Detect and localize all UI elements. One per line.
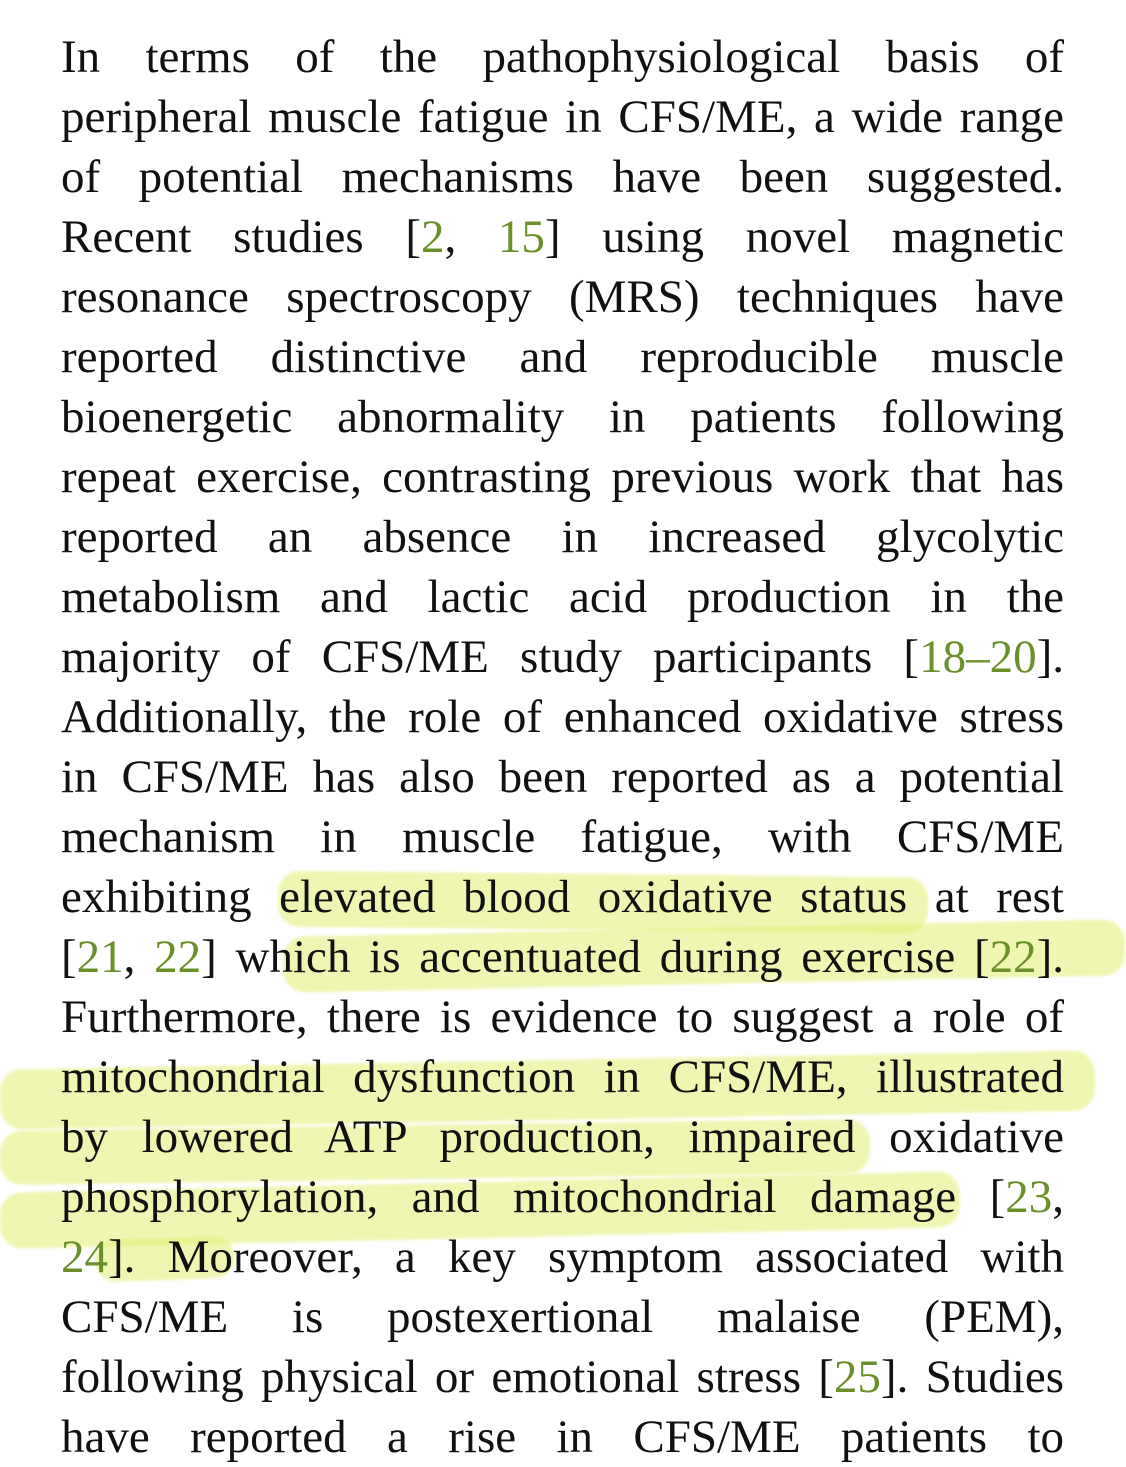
text-segment: resonance spectroscopy (MRS) techniques have	[61, 271, 1064, 323]
text-line	[61, 987, 1064, 1047]
text-line	[61, 807, 1064, 867]
citation-link[interactable]: 23	[1005, 1171, 1053, 1223]
text-line	[61, 507, 1064, 567]
text-segment: Recent studies [	[61, 211, 421, 263]
text-segment: In terms of the pathophysiological basis of	[61, 31, 1064, 83]
citation-link[interactable]: 2	[421, 211, 445, 263]
text-segment: by lowered ATP production, impaired oxidative	[61, 1111, 1064, 1163]
text-segment: ,	[123, 931, 155, 983]
text-segment: repeat exercise, contrasting previous work that has	[61, 451, 1064, 503]
text-segment: reported distinctive and reproducible muscle	[61, 331, 1064, 383]
text-line	[61, 267, 1064, 327]
text-segment: have reported a rise in CFS/ME patients to	[61, 1411, 1064, 1463]
text-segment: in CFS/ME has also been reported as a potential	[61, 751, 1064, 803]
text-segment: ,	[1052, 1171, 1064, 1223]
text-segment: metabolism and lactic acid production in the	[61, 571, 1064, 623]
citation-link[interactable]: 25	[833, 1351, 881, 1403]
text-line	[61, 1407, 1064, 1467]
text-line	[61, 27, 1064, 87]
text-segment: ]. Moreover, a key symptom associated with	[108, 1231, 1064, 1283]
text-segment: ]. Studies	[880, 1351, 1064, 1403]
text-segment: ] which is accentuated during exercise [	[201, 931, 990, 983]
text-segment: bioenergetic abnormality in patients following	[61, 391, 1064, 443]
text-segment: reported an absence in increased glycolytic	[61, 511, 1064, 563]
text-segment: CFS/ME is postexertional malaise (PEM),	[61, 1291, 1064, 1343]
text-segment: ].	[1036, 931, 1064, 983]
text-segment: Furthermore, there is evidence to suggest a role of	[61, 991, 1064, 1043]
text-segment: Additionally, the role of enhanced oxidative stress	[61, 691, 1064, 743]
body-paragraph	[61, 27, 1064, 1467]
text-line	[61, 207, 1064, 267]
citation-link[interactable]: 22	[154, 931, 202, 983]
text-line	[61, 927, 1064, 987]
text-line	[61, 447, 1064, 507]
text-segment: phosphorylation, and mitochondrial damage [	[61, 1171, 1006, 1223]
text-line	[61, 87, 1064, 147]
text-line	[61, 567, 1064, 627]
text-line	[61, 387, 1064, 447]
text-segment: [	[61, 931, 77, 983]
text-line	[61, 867, 1064, 927]
text-line	[61, 1287, 1064, 1347]
text-line	[61, 747, 1064, 807]
text-line	[61, 1227, 1064, 1287]
text-line	[61, 1347, 1064, 1407]
text-segment: following physical or emotional stress [	[61, 1351, 834, 1403]
citation-link[interactable]: 18–20	[919, 631, 1037, 683]
text-segment: ] using novel magnetic	[544, 211, 1065, 263]
citation-link[interactable]: 15	[497, 211, 545, 263]
text-line	[61, 147, 1064, 207]
text-segment: mitochondrial dysfunction in CFS/ME, illustrated	[61, 1051, 1064, 1103]
text-line	[61, 1167, 1064, 1227]
text-segment: mechanism in muscle fatigue, with CFS/ME	[61, 811, 1064, 863]
citation-link[interactable]: 22	[989, 931, 1037, 983]
citation-link[interactable]: 21	[76, 931, 124, 983]
text-line	[61, 627, 1064, 687]
text-segment: ].	[1036, 631, 1064, 683]
text-segment: majority of CFS/ME study participants [	[61, 631, 920, 683]
text-segment: exhibiting elevated blood oxidative status at rest	[61, 871, 1064, 923]
text-line	[61, 1047, 1064, 1107]
text-segment: of potential mechanisms have been suggested.	[61, 151, 1064, 203]
text-line	[61, 687, 1064, 747]
text-line	[61, 327, 1064, 387]
text-line	[61, 1107, 1064, 1167]
text-segment: peripheral muscle fatigue in CFS/ME, a wide range	[61, 91, 1064, 143]
citation-link[interactable]: 24	[61, 1231, 108, 1283]
text-segment: ,	[444, 211, 498, 263]
